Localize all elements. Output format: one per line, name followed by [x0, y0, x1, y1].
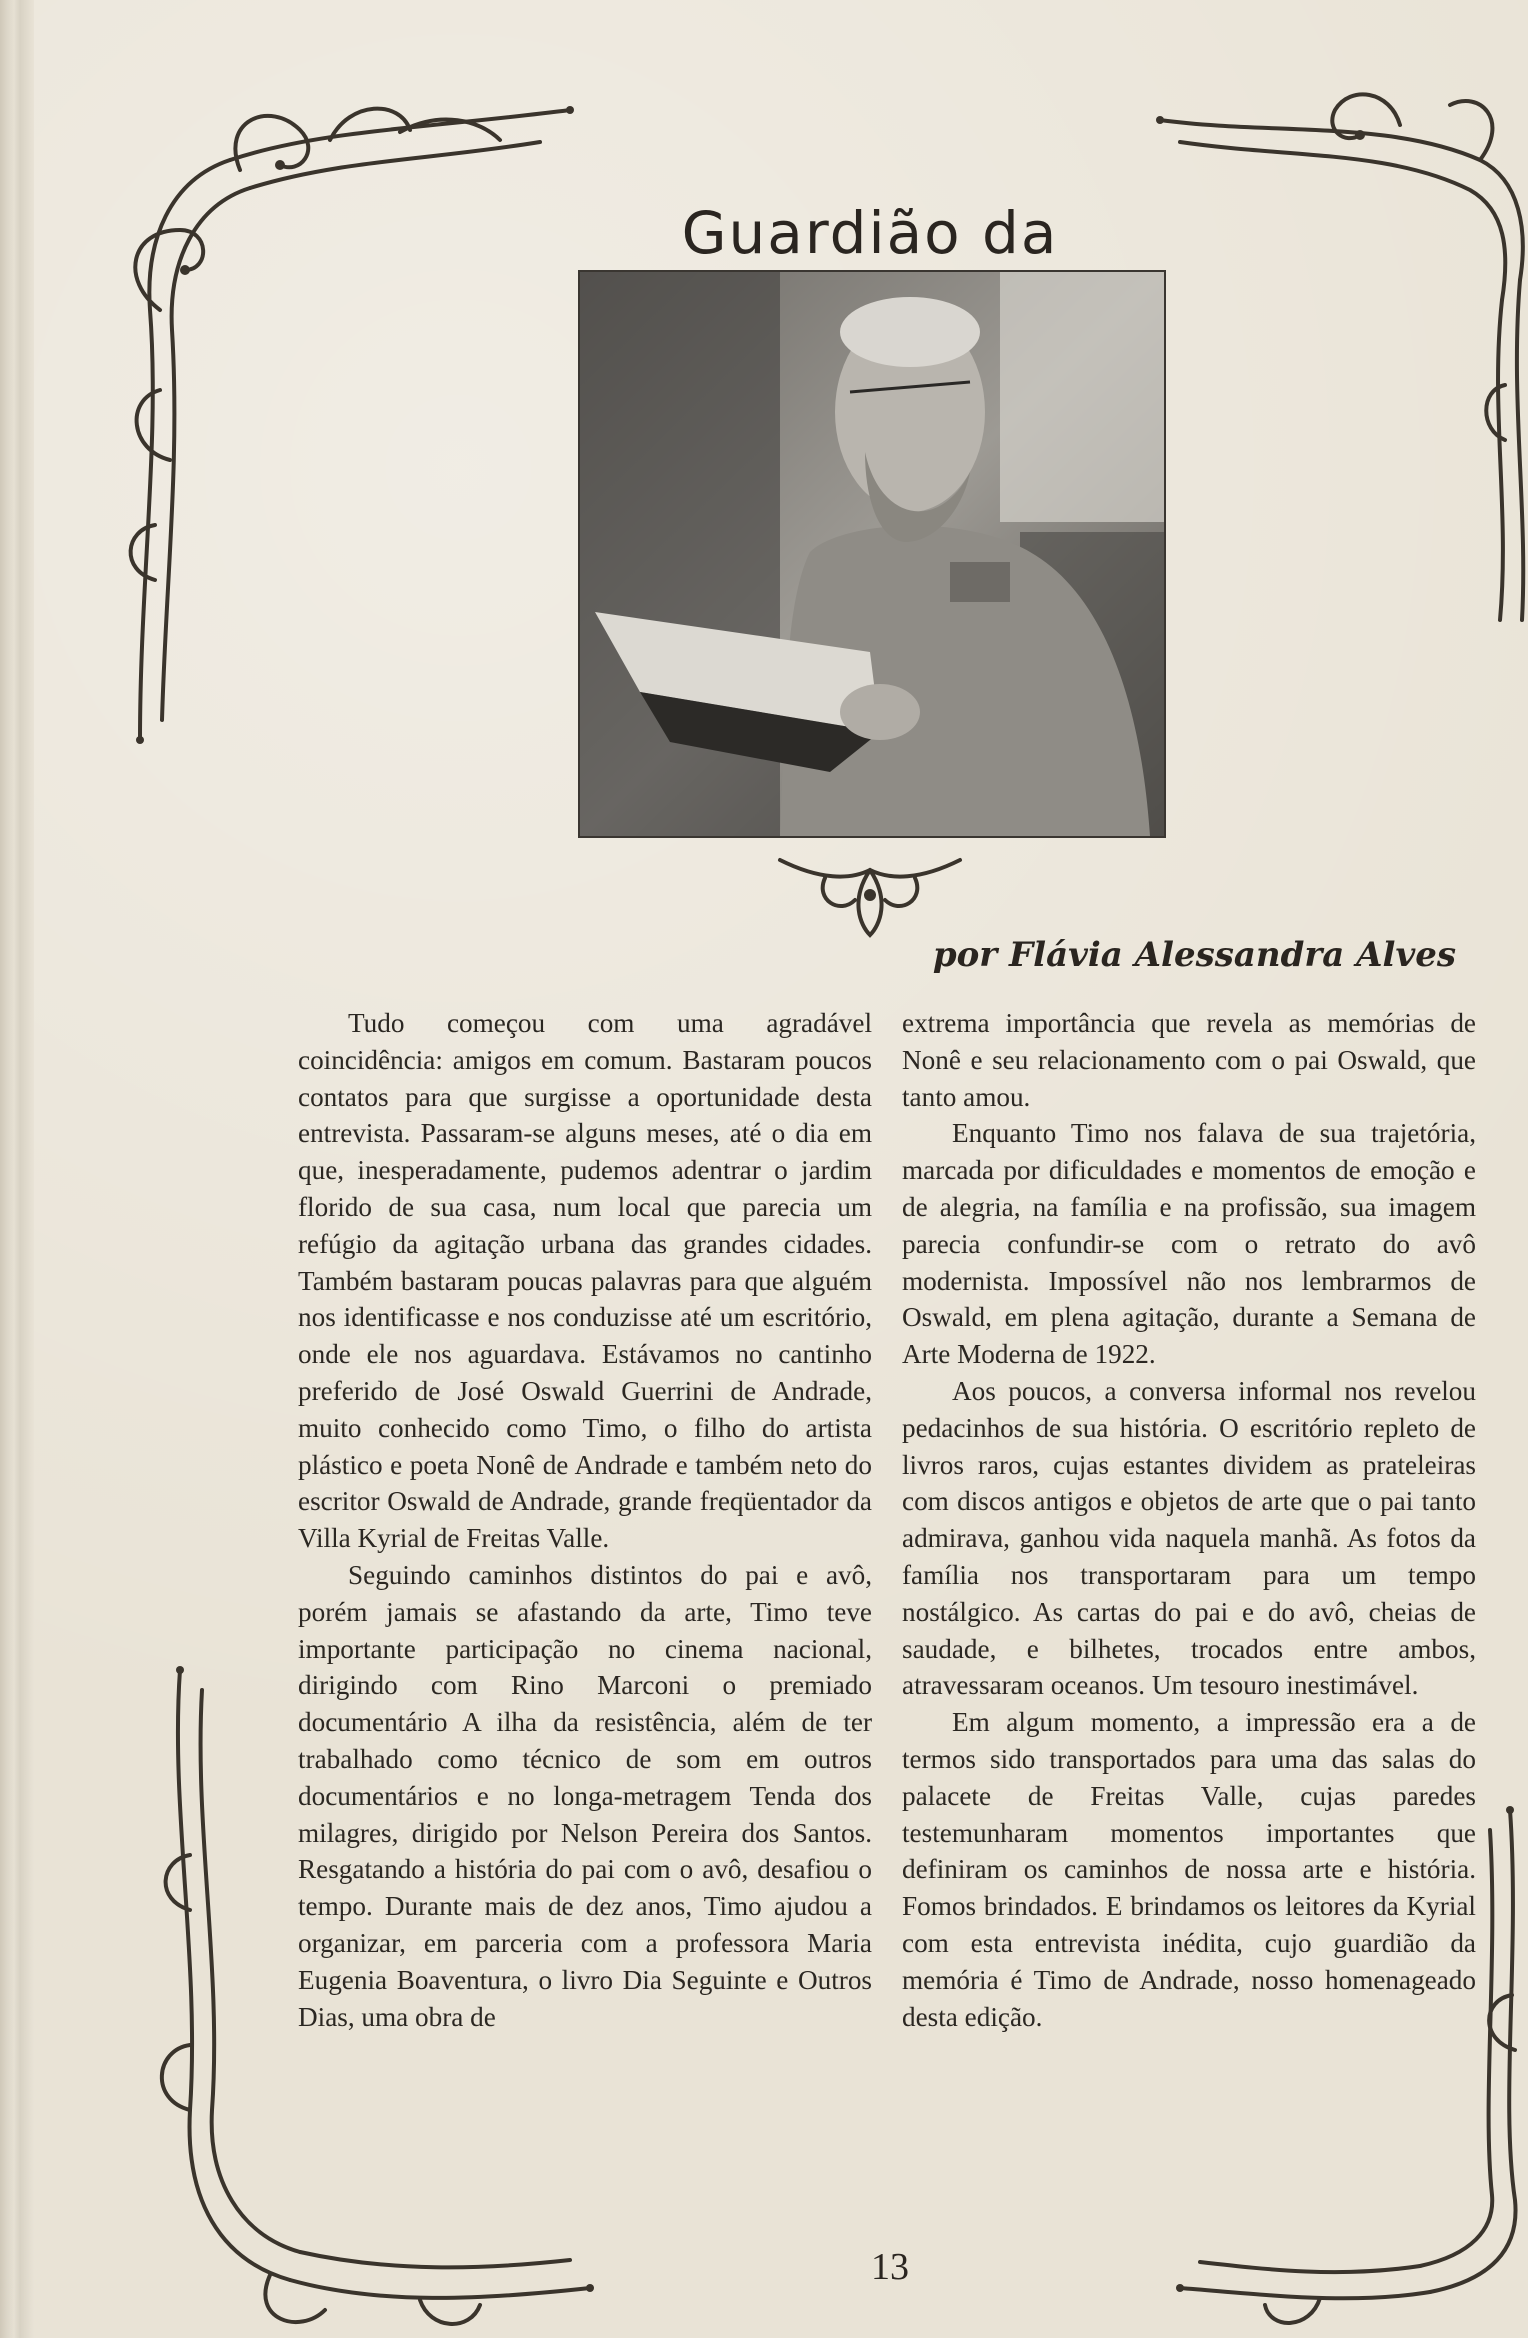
paragraph: extrema importância que revela as memórias de Nonê e seu relacionamento com o pai Oswald, que tanto amou. — [902, 1008, 1476, 1112]
photo-illustration — [580, 272, 1164, 836]
photo-divider-ornament — [770, 840, 970, 940]
paragraph: Enquanto Timo nos falava de sua trajetória, marcada por dificuldades e momentos de emoção e de alegria, na família e na profissão, sua imagem parecia confundir-se com o retrato do avô modernista. Impossível não nos lembrarmos de Oswald, em plena agitação, durante a Semana de Arte Moderna de 1922. — [902, 1118, 1476, 1370]
paragraph: Tudo começou com uma agradável coincidência: amigos em comum. Bastaram poucos contatos para que surgisse a oportunidade desta entrevista. Passaram-se alguns meses, até o dia em que, inesperadamente, pudemos adentrar o jardim florido de sua casa, num local que parecia um refúgio da agitação urbana das grandes cidades. Também bastaram poucas palavras para que alguém nos identificasse e nos conduzisse até um escritório, onde ele nos aguardava. Estávamos no cantinho preferido de José Oswald Guerrini de Andrade, muito conhecido como Timo, o filho do artista plástico e poeta Nonê de Andrade e também neto do escritor Oswald de Andrade, grande freqüentador da Villa Kyrial de Freitas Valle. — [298, 1008, 872, 1554]
article-title: Guardião da — [681, 198, 1059, 267]
article-column-right — [902, 1005, 1476, 2035]
paragraph: Aos poucos, a conversa informal nos revelou pedacinhos de sua história. O escritório repleto de livros raros, cujas estantes dividem as prateleiras com discos antigos e objetos de arte que o pai tanto admirava, ganhou vida naquela manhã. As fotos da família nos transportaram para um tempo nostálgico. As cartas do pai e do avô, cheias de saudade, e bilhetes, trocados entre ambos, atravessaram oceanos. Um tesouro inestimável. — [902, 1375, 1476, 1701]
top-left-ornament — [100, 80, 600, 760]
paragraph: Seguindo caminhos distintos do pai e avô, porém jamais se afastando da arte, Timo teve importante participação no cinema nacional, dirigindo com Rino Marconi o premiado documentário A ilha da resistência, além de ter trabalhado como técnico de som em outros documentários e no longa-metragem Tenda dos milagres, dirigido por Nelson Pereira dos Santos. Resgatando a história do pai com o avô, desafiou o tempo. Durante mais de dez anos, Timo ajudou a organizar, em parceria com a professora Maria Eugenia Boaventura, o livro Dia Seguinte e Outros Dias, uma obra de — [298, 1559, 872, 2032]
page-number: 13 — [871, 2246, 909, 2288]
top-right-ornament — [1150, 80, 1528, 640]
article-byline: por Flávia Alessandra Alves — [932, 935, 1456, 975]
article-column-left — [298, 1005, 872, 2035]
paragraph: Em algum momento, a impressão era a de termos sido transportados para uma das salas do palacete de Freitas Valle, cujas paredes testemunharam momentos importantes que definiram os caminhos de nossa arte e história. Fomos brindados. E brindamos os leitores da Kyrial com esta entrevista inédita, cujo guardião da memória é Timo de Andrade, nosso homenageado desta edição. — [902, 1707, 1476, 2032]
page-stack-edge — [0, 0, 34, 2338]
portrait-photo — [578, 270, 1166, 838]
